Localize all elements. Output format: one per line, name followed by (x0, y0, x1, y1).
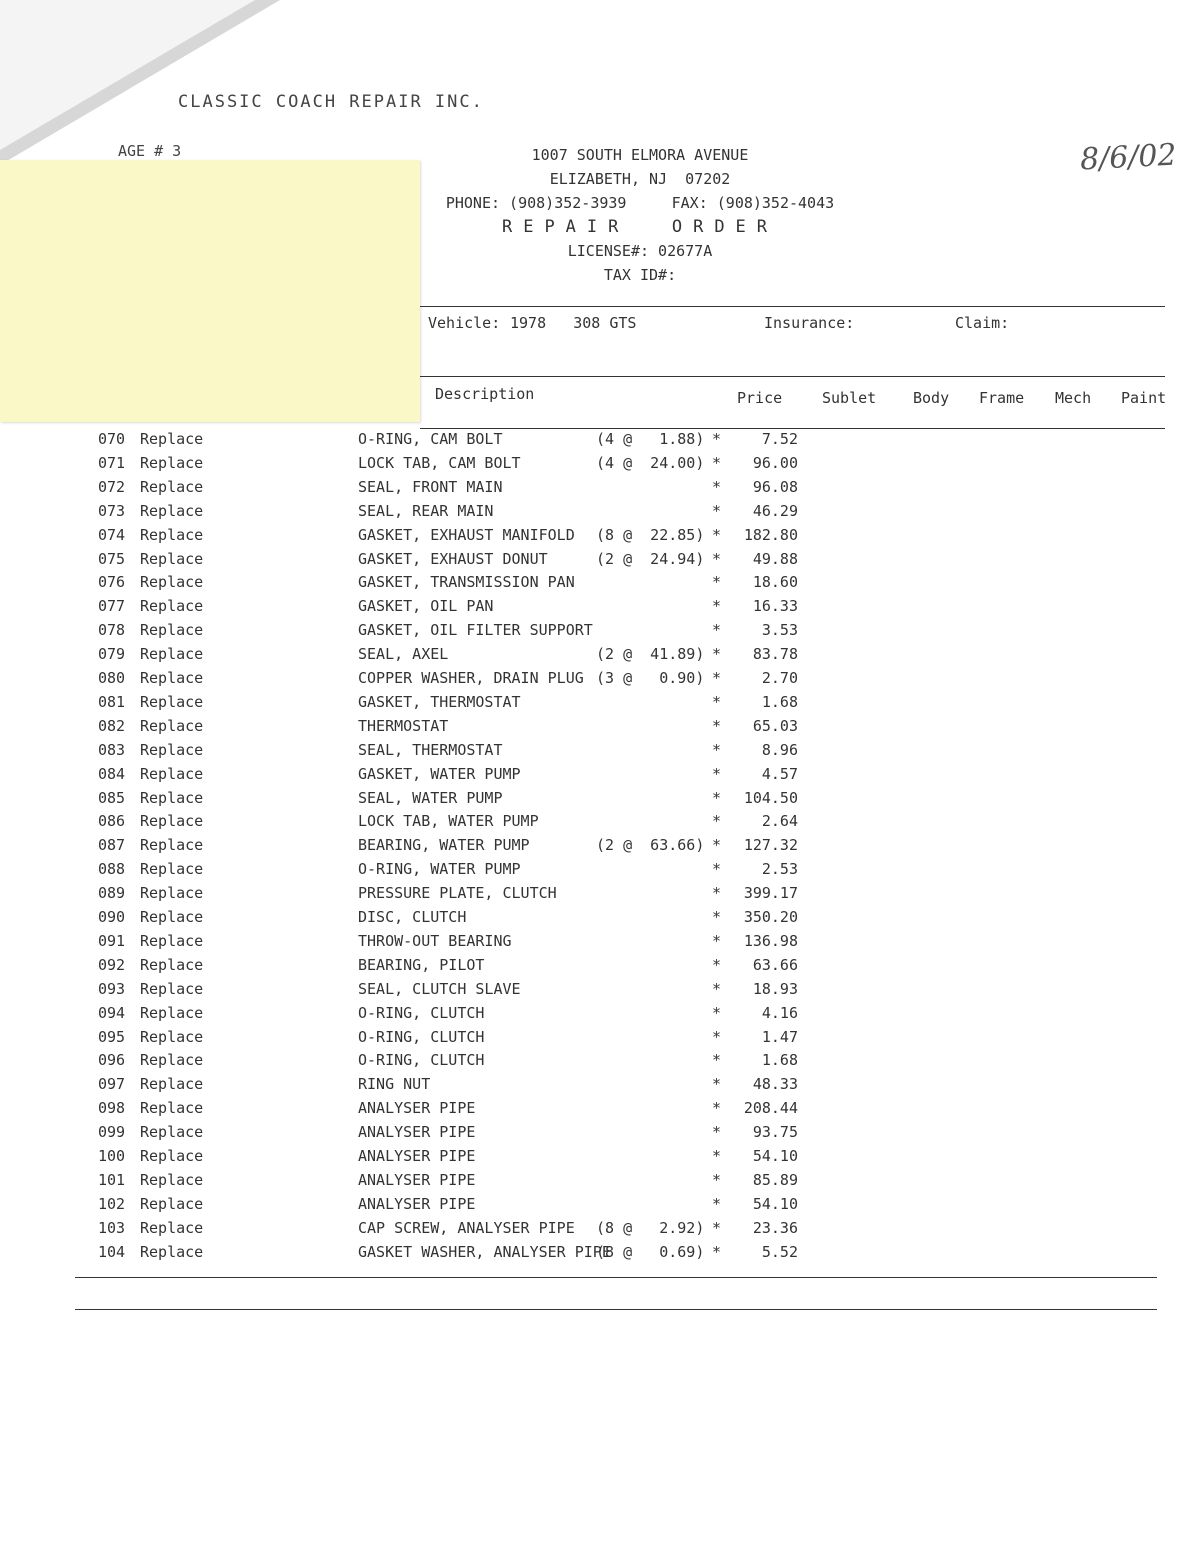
table-row (0, 956, 1200, 979)
line-price: 85.89 (752, 1170, 798, 1189)
table-row (0, 1051, 1200, 1074)
line-number: 075 (98, 549, 126, 568)
line-description: THROW-OUT BEARING (358, 931, 512, 950)
line-price: 63.66 (752, 955, 798, 974)
table-row (0, 980, 1200, 1003)
line-marker: * (712, 1075, 722, 1094)
line-price: 18.60 (752, 573, 798, 592)
folded-corner (0, 0, 255, 150)
line-description: CAP SCREW, ANALYSER PIPE (358, 1218, 575, 1237)
line-action: Replace (140, 1218, 204, 1237)
line-action: Replace (140, 1003, 204, 1022)
line-action: Replace (140, 716, 204, 735)
line-description: ANALYSER PIPE (358, 1170, 476, 1189)
line-description: GASKET, EXHAUST DONUT (358, 549, 548, 568)
line-description: SEAL, CLUTCH SLAVE (358, 979, 521, 998)
table-row (0, 454, 1200, 477)
line-number: 092 (98, 955, 126, 974)
line-price: 399.17 (743, 884, 798, 903)
line-number: 103 (98, 1218, 126, 1237)
line-number: 081 (98, 692, 126, 711)
line-marker: * (712, 477, 722, 496)
line-marker: * (712, 955, 722, 974)
line-description: COPPER WASHER, DRAIN PLUG (358, 669, 584, 687)
line-description: ANALYSER PIPE (358, 1194, 476, 1213)
line-price: 49.88 (752, 549, 798, 568)
line-action: Replace (140, 1147, 204, 1165)
line-number: 086 (98, 812, 126, 831)
line-number: 095 (98, 1027, 126, 1046)
line-marker: * (712, 908, 722, 926)
line-marker: * (712, 430, 722, 448)
line-number: 096 (98, 1051, 126, 1070)
tax-id: TAX ID#: (603, 266, 677, 284)
line-number: 101 (98, 1170, 126, 1189)
table-row (0, 789, 1200, 812)
line-quantity: (4 @ 1.88) (596, 430, 705, 448)
line-number: 074 (98, 525, 126, 544)
line-action: Replace (140, 1027, 204, 1046)
line-description: SEAL, THERMOSTAT (358, 740, 503, 759)
line-marker: * (712, 1003, 722, 1022)
line-action: Replace (140, 453, 204, 472)
line-description: ANALYSER PIPE (358, 1099, 476, 1118)
line-action: Replace (140, 740, 204, 759)
line-marker: * (712, 501, 722, 520)
page-number: AGE # 3 (118, 142, 182, 160)
line-number: 083 (98, 740, 126, 759)
line-action: Replace (140, 645, 204, 664)
line-number: 088 (98, 860, 126, 879)
header-rule-middle (420, 376, 1165, 377)
line-description: GASKET, EXHAUST MANIFOLD (358, 525, 575, 544)
line-number: 080 (98, 669, 126, 687)
line-price: 3.53 (761, 621, 798, 640)
line-action: Replace (140, 525, 204, 544)
line-number: 071 (98, 453, 126, 472)
table-row (0, 478, 1200, 501)
footer-rule-2 (75, 1309, 1157, 1310)
line-description: GASKET, OIL PAN (358, 597, 494, 616)
line-price: 18.93 (752, 979, 798, 998)
line-number: 072 (98, 477, 126, 496)
line-number: 091 (98, 931, 126, 950)
table-row (0, 836, 1200, 859)
table-row (0, 884, 1200, 907)
line-description: GASKET, OIL FILTER SUPPORT (358, 621, 593, 640)
line-action: Replace (140, 836, 204, 855)
line-description: O-RING, WATER PUMP (358, 860, 521, 879)
line-action: Replace (140, 1051, 204, 1070)
line-marker: * (712, 1027, 722, 1046)
handwritten-date: 8/6/02 (1079, 137, 1178, 178)
table-row (0, 717, 1200, 740)
table-row (0, 621, 1200, 644)
line-marker: * (712, 716, 722, 735)
table-row (0, 1075, 1200, 1098)
column-mech: Mech (1055, 389, 1092, 407)
column-frame: Frame (979, 389, 1025, 407)
table-row (0, 765, 1200, 788)
line-marker: * (712, 1051, 722, 1070)
line-action: Replace (140, 1123, 204, 1142)
line-price: 104.50 (743, 788, 798, 807)
table-row (0, 1195, 1200, 1218)
line-marker: * (712, 621, 722, 640)
line-action: Replace (140, 1242, 204, 1261)
line-action: Replace (140, 430, 204, 448)
line-price: 2.70 (761, 669, 798, 687)
claim-label: Claim: (955, 314, 1010, 332)
line-description: LOCK TAB, WATER PUMP (358, 812, 539, 831)
line-price: 350.20 (743, 908, 798, 926)
table-row (0, 1028, 1200, 1051)
line-marker: * (712, 573, 722, 592)
line-marker: * (712, 860, 722, 879)
line-number: 094 (98, 1003, 126, 1022)
company-name: CLASSIC COACH REPAIR INC. (178, 92, 484, 112)
line-price: 182.80 (743, 525, 798, 544)
line-description: DISC, CLUTCH (358, 908, 467, 926)
line-marker: * (712, 1123, 722, 1142)
line-price: 48.33 (752, 1075, 798, 1094)
line-action: Replace (140, 884, 204, 903)
line-number: 077 (98, 597, 126, 616)
line-marker: * (712, 1147, 722, 1165)
line-number: 079 (98, 645, 126, 664)
line-description: GASKET WASHER, ANALYSER PIPE (358, 1242, 611, 1261)
header-rule-bottom (420, 428, 1165, 429)
line-description: BEARING, WATER PUMP (358, 836, 530, 855)
line-marker: * (712, 764, 722, 783)
line-marker: * (712, 597, 722, 616)
line-description: PRESSURE PLATE, CLUTCH (358, 884, 557, 903)
vehicle-label: Vehicle: (428, 314, 501, 332)
line-marker: * (712, 1194, 722, 1213)
line-quantity: (4 @ 24.00) (596, 453, 705, 472)
company-address: 1007 SOUTH ELMORA AVENUE (531, 146, 749, 164)
line-price: 96.08 (752, 477, 798, 496)
line-number: 102 (98, 1194, 126, 1213)
line-price: 1.47 (761, 1027, 798, 1046)
line-action: Replace (140, 764, 204, 783)
line-number: 082 (98, 716, 126, 735)
line-marker: * (712, 788, 722, 807)
vehicle-value: 1978 308 GTS (510, 314, 637, 332)
line-action: Replace (140, 669, 204, 687)
line-price: 16.33 (752, 597, 798, 616)
line-marker: * (712, 812, 722, 831)
line-number: 097 (98, 1075, 126, 1094)
line-marker: * (712, 979, 722, 998)
line-number: 073 (98, 501, 126, 520)
line-number: 084 (98, 764, 126, 783)
table-row (0, 669, 1200, 692)
line-description: SEAL, AXEL (358, 645, 449, 664)
line-number: 078 (98, 621, 126, 640)
line-description: GASKET, THERMOSTAT (358, 692, 521, 711)
table-row (0, 693, 1200, 716)
line-quantity: (2 @ 41.89) (596, 645, 705, 664)
line-description: GASKET, WATER PUMP (358, 764, 521, 783)
line-action: Replace (140, 501, 204, 520)
line-marker: * (712, 549, 722, 568)
line-description: BEARING, PILOT (358, 955, 485, 974)
line-price: 8.96 (761, 740, 798, 759)
line-quantity: (2 @ 24.94) (596, 549, 705, 568)
table-row (0, 932, 1200, 955)
document-title: REPAIR ORDER (501, 217, 779, 237)
line-price: 23.36 (752, 1218, 798, 1237)
line-number: 099 (98, 1123, 126, 1142)
table-row (0, 526, 1200, 549)
line-action: Replace (140, 955, 204, 974)
line-action: Replace (140, 979, 204, 998)
line-quantity: (2 @ 63.66) (596, 836, 705, 855)
line-marker: * (712, 740, 722, 759)
line-description: O-RING, CLUTCH (358, 1003, 485, 1022)
table-row (0, 1147, 1200, 1170)
line-description: O-RING, CAM BOLT (358, 430, 503, 448)
table-row (0, 741, 1200, 764)
line-number: 098 (98, 1099, 126, 1118)
line-description: LOCK TAB, CAM BOLT (358, 453, 521, 472)
line-number: 085 (98, 788, 126, 807)
line-marker: * (712, 1170, 722, 1189)
table-row (0, 645, 1200, 668)
line-number: 087 (98, 836, 126, 855)
line-price: 65.03 (752, 716, 798, 735)
column-paint: Paint (1121, 389, 1167, 407)
line-action: Replace (140, 477, 204, 496)
table-row (0, 1219, 1200, 1242)
line-description: O-RING, CLUTCH (358, 1051, 485, 1070)
line-marker: * (712, 931, 722, 950)
line-quantity: (8 @ 22.85) (596, 525, 705, 544)
line-price: 54.10 (752, 1194, 798, 1213)
table-row (0, 860, 1200, 883)
line-price: 4.57 (761, 764, 798, 783)
line-price: 208.44 (743, 1099, 798, 1118)
table-row (0, 430, 1200, 453)
line-number: 104 (98, 1242, 126, 1261)
line-description: SEAL, REAR MAIN (358, 501, 494, 520)
line-price: 4.16 (761, 1003, 798, 1022)
company-phone-fax: PHONE: (908)352-3939 FAX: (908)352-4043 (445, 194, 835, 212)
line-price: 54.10 (752, 1147, 798, 1165)
line-marker: * (712, 836, 722, 855)
table-row (0, 597, 1200, 620)
line-price: 93.75 (752, 1123, 798, 1142)
line-price: 2.53 (761, 860, 798, 879)
header-rule-top (420, 306, 1165, 307)
line-price: 5.52 (761, 1242, 798, 1261)
table-row (0, 550, 1200, 573)
table-row (0, 502, 1200, 525)
line-description: SEAL, WATER PUMP (358, 788, 503, 807)
line-action: Replace (140, 621, 204, 640)
line-price: 83.78 (752, 645, 798, 664)
table-row (0, 1004, 1200, 1027)
column-price: Price (737, 389, 783, 407)
column-body: Body (913, 389, 950, 407)
table-row (0, 573, 1200, 596)
line-description: THERMOSTAT (358, 716, 449, 735)
line-action: Replace (140, 788, 204, 807)
line-description: ANALYSER PIPE (358, 1147, 476, 1165)
line-number: 070 (98, 430, 126, 448)
line-action: Replace (140, 812, 204, 831)
line-number: 090 (98, 908, 126, 926)
line-description: GASKET, TRANSMISSION PAN (358, 573, 575, 592)
sticky-note (0, 160, 420, 422)
line-marker: * (712, 1242, 722, 1261)
line-number: 076 (98, 573, 126, 592)
line-number: 093 (98, 979, 126, 998)
line-quantity: (3 @ 0.90) (596, 669, 705, 687)
line-price: 2.64 (761, 812, 798, 831)
line-price: 7.52 (761, 430, 798, 448)
line-description: SEAL, FRONT MAIN (358, 477, 503, 496)
line-marker: * (712, 692, 722, 711)
line-marker: * (712, 884, 722, 903)
table-row (0, 1171, 1200, 1194)
line-marker: * (712, 525, 722, 544)
license-number: LICENSE#: 02677A (567, 242, 713, 260)
line-action: Replace (140, 597, 204, 616)
line-marker: * (712, 1099, 722, 1118)
line-quantity: (8 @ 0.69) (596, 1242, 705, 1261)
column-description: Description (435, 385, 535, 403)
insurance-label: Insurance: (764, 314, 855, 332)
line-description: RING NUT (358, 1075, 431, 1094)
line-description: ANALYSER PIPE (358, 1123, 476, 1142)
table-row (0, 908, 1200, 931)
line-action: Replace (140, 1075, 204, 1094)
line-price: 96.00 (752, 453, 798, 472)
company-city: ELIZABETH, NJ 07202 (549, 170, 731, 188)
line-price: 127.32 (743, 836, 798, 855)
line-marker: * (712, 669, 722, 687)
table-row (0, 1123, 1200, 1146)
column-sublet: Sublet (822, 389, 877, 407)
line-action: Replace (140, 573, 204, 592)
line-action: Replace (140, 860, 204, 879)
line-price: 46.29 (752, 501, 798, 520)
table-row (0, 1099, 1200, 1122)
table-row (0, 812, 1200, 835)
line-marker: * (712, 453, 722, 472)
line-marker: * (712, 645, 722, 664)
line-action: Replace (140, 692, 204, 711)
line-quantity: (8 @ 2.92) (596, 1218, 705, 1237)
footer-rule-1 (75, 1277, 1157, 1278)
line-price: 136.98 (743, 931, 798, 950)
line-action: Replace (140, 1170, 204, 1189)
line-action: Replace (140, 908, 204, 926)
line-marker: * (712, 1218, 722, 1237)
line-price: 1.68 (761, 1051, 798, 1070)
table-row (0, 1243, 1200, 1266)
line-action: Replace (140, 549, 204, 568)
line-description: O-RING, CLUTCH (358, 1027, 485, 1046)
line-number: 089 (98, 884, 126, 903)
line-action: Replace (140, 931, 204, 950)
line-action: Replace (140, 1194, 204, 1213)
line-action: Replace (140, 1099, 204, 1118)
line-number: 100 (98, 1147, 126, 1165)
line-price: 1.68 (761, 692, 798, 711)
